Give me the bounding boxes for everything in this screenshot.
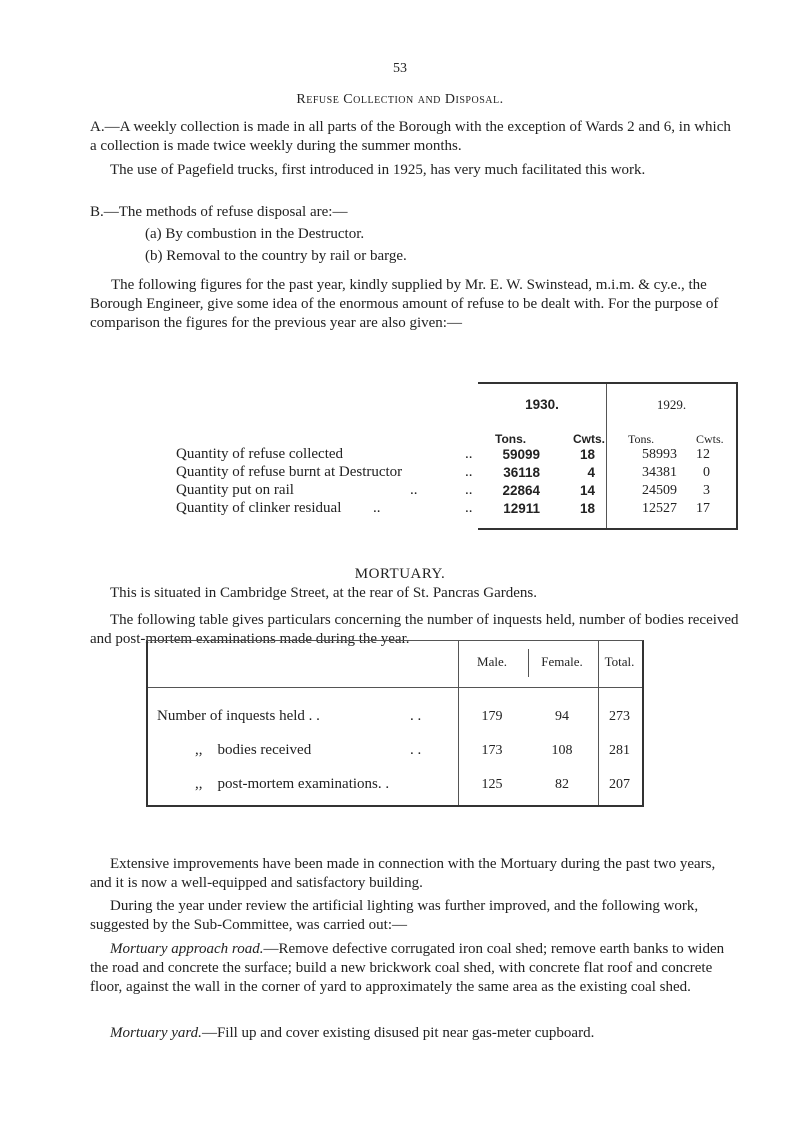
refuse-cwts-1930: 18 (579, 501, 595, 516)
mort-total: 207 (609, 777, 630, 792)
refuse-cwts-1929: 0 (703, 465, 710, 480)
tons-1930-label: Tons. (495, 432, 527, 446)
refuse-para-a-text: A.—A weekly collection is made in all parts of the Borough with the exception of Wards 2 and 6, in which a collection is made twice weekly during the summer months. (90, 119, 731, 154)
page-number: 53 (393, 61, 407, 76)
approach-title: Mortuary approach road. (110, 941, 264, 957)
refuse-tons-1930: 12911 (503, 501, 540, 516)
refuse-tons-1929: 58993 (642, 447, 677, 462)
refuse-tons-1930: 36118 (503, 465, 540, 480)
refuse-tons-1930: 22864 (502, 483, 540, 498)
year-1930-header: 1930. (525, 397, 559, 412)
col-female: Female. (541, 654, 583, 669)
yard-title: Mortuary yard. (110, 1025, 202, 1041)
mortuary-lighting: During the year under review the artificial lighting was further improved, and the following work, suggested by the Sub-Committee, was carried out:— (90, 898, 699, 933)
mort-female: 82 (555, 777, 569, 792)
mort-row-dots: . . (410, 742, 422, 758)
mort-row-label: ,, bodies received (195, 742, 312, 758)
mortuary-situated: This is situated in Cambridge Street, at the rear of St. Pancras Gardens. (110, 585, 537, 601)
refuse-row-dots: .. (410, 482, 418, 498)
approach-text: —Remove defective corrugated iron coal shed; remove earth banks to widen the road and concrete the surface; build a new brickwork coal shed, with concrete flat roof and concrete floor, against the wall in the corner of yard to approximately the same area as the existing coal shed. (90, 941, 725, 995)
mortuary-improvements: Extensive improvements have been made in connection with the Mortuary during the past two years, and it is now a well-equipped and satisfactory building. (90, 856, 716, 891)
refuse-cwts-1929: 17 (696, 501, 710, 516)
refuse-row-dots: .. (465, 500, 473, 516)
refuse-row-dots: .. (373, 500, 381, 516)
refuse-row-dots: .. (465, 446, 473, 462)
year-1929-header: 1929. (656, 397, 687, 412)
refuse-tons-1929: 34381 (642, 465, 677, 480)
mort-male: 179 (481, 709, 503, 724)
refuse-heading: Refuse Collection and Disposal. (296, 92, 504, 107)
mortuary-intro: The following table gives particulars concerning the number of inquests held, number of bodies received and post-mortem examinations made during the year. (90, 612, 739, 647)
col-male: Male. (477, 654, 507, 669)
method-a: (a) By combustion in the Destructor. (145, 226, 365, 242)
refuse-cwts-1930: 14 (579, 483, 595, 498)
refuse-row-label: Quantity of refuse collected (176, 446, 344, 462)
mort-row-dots: . . (410, 708, 422, 724)
mort-total: 281 (609, 743, 630, 758)
mort-male: 125 (481, 777, 503, 792)
yard-text: —Fill up and cover existing disused pit near gas-meter cupboard. (201, 1025, 595, 1041)
refuse-tons-1929: 24509 (642, 483, 677, 498)
refuse-cwts-1930: 4 (587, 465, 595, 480)
refuse-row-label: Quantity of refuse burnt at Destructor (176, 464, 403, 480)
cwts-1929-label: Cwts. (696, 432, 724, 446)
mort-male: 173 (481, 743, 503, 758)
mort-row-label: Number of inquests held . . (157, 708, 320, 724)
col-total: Total. (604, 654, 635, 669)
method-b: (b) Removal to the country by rail or barge. (145, 248, 407, 264)
refuse-row-label: Quantity of clinker residual (176, 500, 342, 516)
refuse-tons-1930: 59099 (502, 447, 540, 462)
mort-female: 94 (555, 709, 569, 724)
mortuary-yard (90, 1024, 740, 1043)
refuse-cwts-1929: 3 (703, 483, 710, 498)
refuse-cwts-1930: 18 (579, 447, 595, 462)
refuse-row-label: Quantity put on rail (176, 482, 294, 498)
mortuary-approach (90, 940, 740, 997)
refuse-tons-1929: 12527 (642, 501, 677, 516)
refuse-para-figures: The following figures for the past year, kindly supplied by Mr. E. W. Swinstead, m.i.m. & cy.e., the Borough Engineer, give some idea of the enormous amount of refuse to be dealt with. For the purpose of comparison the figures for the previous year are also given:— (90, 277, 719, 331)
refuse-row-dots: .. (465, 464, 473, 480)
mort-header-rule (148, 687, 642, 688)
refuse-para-b: B.—The methods of refuse disposal are:— (90, 204, 348, 220)
mortuary-heading: MORTUARY. (354, 566, 446, 582)
tons-1929-label: Tons. (628, 432, 655, 446)
mort-row-label: ,, post-mortem examinations. . (195, 776, 390, 792)
mort-total: 273 (609, 709, 630, 724)
refuse-para-pagefield: The use of Pagefield trucks, first introduced in 1925, has very much facilitated this work. (110, 162, 646, 178)
refuse-para-a (90, 118, 740, 156)
mort-female: 108 (551, 743, 573, 758)
refuse-cwts-1929: 12 (696, 447, 710, 462)
cwts-1930-label: Cwts. (573, 432, 606, 446)
refuse-row-dots: .. (465, 482, 473, 498)
